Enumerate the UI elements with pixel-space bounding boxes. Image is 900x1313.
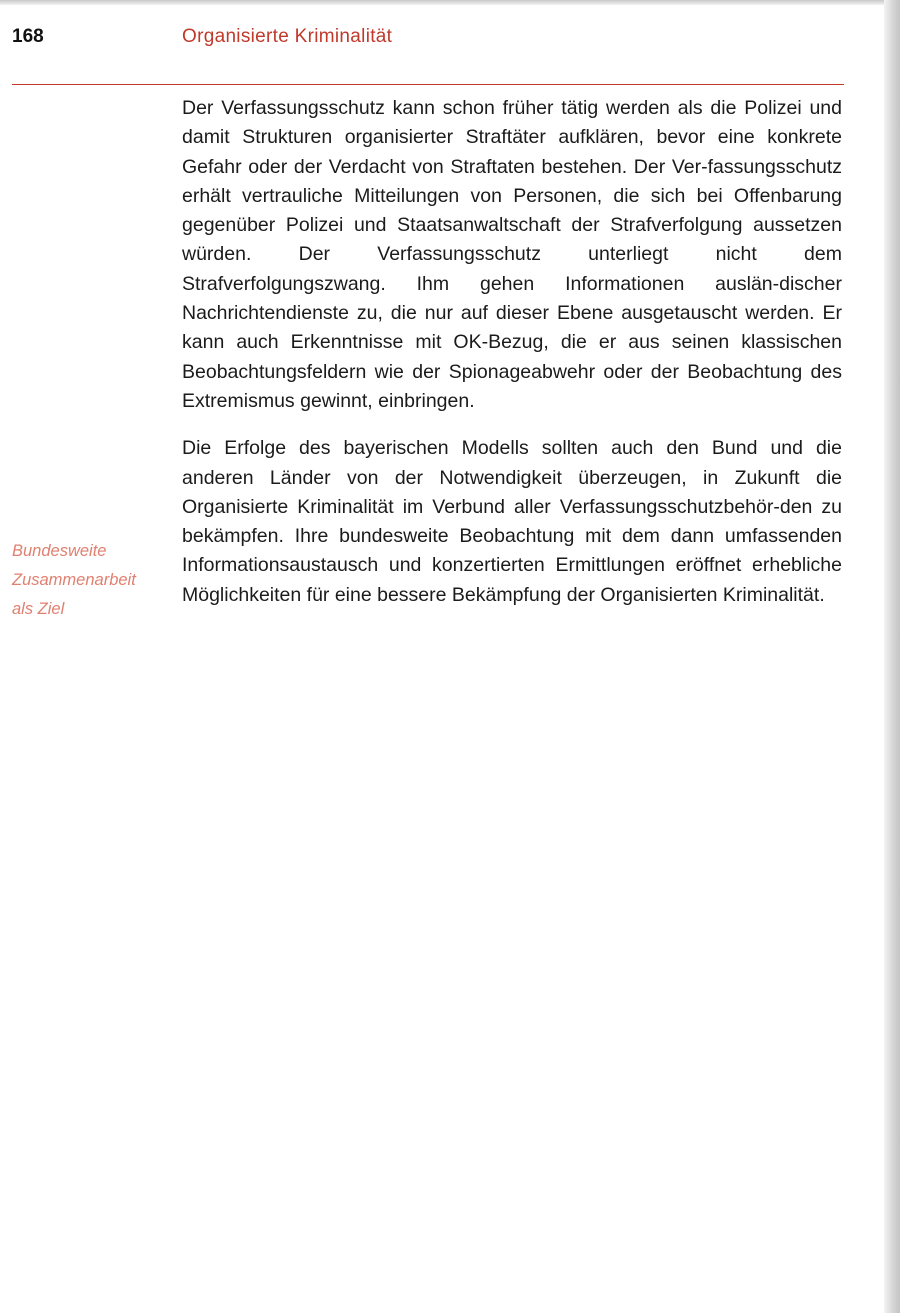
margin-note-line-3: als Ziel (12, 600, 65, 618)
margin-note-line-1: Bundesweite (12, 542, 107, 560)
running-title: Organisierte Kriminalität (182, 26, 393, 47)
scan-page-edge (884, 0, 900, 1313)
margin-note-line-2: Zusammenarbeit (12, 571, 136, 589)
paragraph-2: Die Erfolge des bayerischen Modells sollten auch den Bund und die anderen Länder von der Notwendigkeit überzeugen, in Zukunft die Organisierte Kriminalität im Verbund aller Verfassungsschutzbehör-den zu bekämpfen. Ihre bundesweite Beobachtung mit dem dann umfassenden Informationsaustausch und konzertierten Ermittlungen eröffnet erhebliche Möglichkeiten für eine bessere Bekämpfung der Organisierten Kriminalität. (182, 437, 842, 606)
paragraph-1: Der Verfassungsschutz kann schon früher tätig werden als die Polizei und damit Strukturen organisierter Straftäter aufklären, bevor eine konkrete Gefahr oder der Verdacht von Straftaten bestehen. Der Ver-fassungsschutz erhält vertrauliche Mitteilungen von Personen, die sich bei Offenbarung gegenüber Polizei und Staatsanwaltschaft der Strafverfolgung aussetzen würden. Der Verfassungsschutz unterliegt nicht dem Strafverfolgungszwang. Ihm gehen Informationen auslän-discher Nachrichtendienste zu, die nur auf dieser Ebene ausgetauscht werden. Er kann auch Erkenntnisse mit OK-Bezug, die er aus seinen klassischen Beobachtungsfeldern wie der Spionageabwehr oder der Beobachtung des Extremismus gewinnt, einbringen. (182, 97, 842, 412)
scan-top-shadow (0, 0, 900, 5)
margin-note (12, 537, 172, 624)
header-rule (12, 84, 844, 85)
main-text (182, 94, 842, 628)
page-header (12, 26, 832, 56)
page-number: 168 (12, 26, 44, 47)
